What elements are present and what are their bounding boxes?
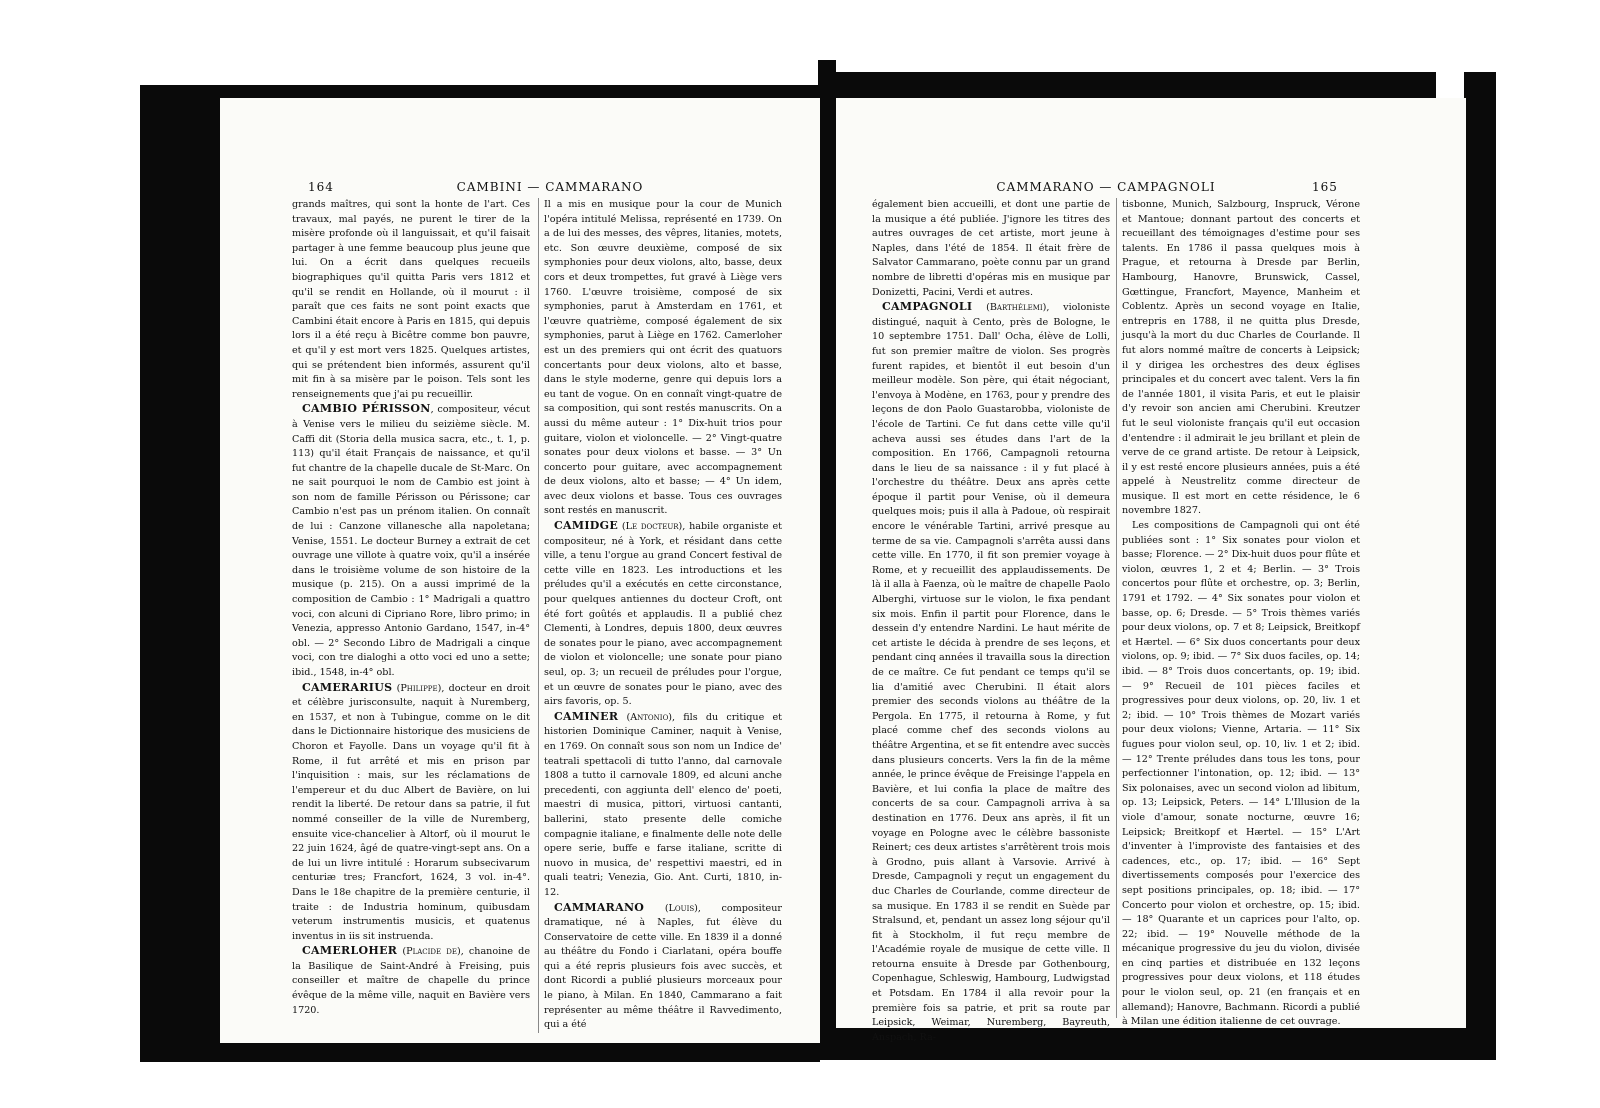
entry-given-name: (Barthélemi) [986,302,1047,314]
right-running-title: CAMMARANO — CAMPAGNOLI [996,180,1216,194]
dictionary-entry [292,944,530,1018]
left-page [220,98,820,1043]
entry-headword: CAMMARANO [554,900,645,914]
entry-body: tisbonne, Munich, Salzbourg, Inspruck, Vérone et Mantoue; donnant partout des concerts et recueillant des témoignages d'estime pour ses talents. En 1786 il passa quelques mois à Prague, et retourna à Dresde par Berlin, Hambourg, Hanovre, Brunswick, Cassel, Gœttingue, Francfort, Mayence, Manheim et Coblentz. Après un second voyage en Italie, entrepris en 1788, il ne quitta plus Dresde, jusqu'à la mort du duc Charles de Courlande. Il fut alors nommé maître de concerts à Leipsick; il y dirigea les orchestres des deux églises principales et du concert avec talent. Vers la fin de l'année 1801, il visita Paris, et eut le plaisir d'y revoir son ancien ami Cherubini. Kreutzer fut le seul violoniste français qu'il eut occasion d'entendre : il admirait le jeu brillant et plein de verve de ce grand artiste. De retour à Leipsick, il y est resté encore plusieurs années, puis a été appelé à Neustrelitz comme directeur de musique. Il est mort en cette résidence, le 6 novembre 1827. [1122,199,1360,517]
dictionary-entry [544,901,782,1033]
entry-body: grands maîtres, qui sont la honte de l'art. Ces travaux, mal payés, ne purent le tirer de la misère profonde où il languissait, et qu'il faisait partager à une femme beaucoup plus jeune que lui. On a écrit dans quelques recueils biographiques qu'il quitta Paris vers 1812 et qu'il se rendit en Hollande, où il mourut : il paraît que ces faits ne sont point exacts que Cambini était encore à Paris en 1815, qui depuis lors il a été reçu à Bicêtre comme bon pauvre, et qu'il y est mort vers 1825. Quelques artistes, qui se prétendent bien informés, assurent qu'il mit fin à sa misère par le poison. Tels sont les renseignements que j'ai pu recueillir. [292,199,530,400]
book-gutter [818,60,836,1060]
dictionary-entry [544,710,782,901]
entry-body: , violoniste distingué, naquit à Cento, près de Bologne, le 10 septembre 1751. Dall' Ocha, élève de Lolli, fut son premier maître de violon. Ses progrès furent rapides, et bientôt il eut besoin d'un meilleur modèle. Son père, qui était négociant, l'envoya à Modène, en 1763, pour y prendre des leçons de don Paolo Guastarobba, violoniste de l'école de Tartini. Ce fut dans cette ville qu'il acheva aussi ses études dans l'art de la composition. En 1766, Campagnoli retourna dans le lieu de sa naissance : il y fut placé à l'orchestre du théâtre. Deux ans après cette époque il partit pour Venise, où il demeura quelques mois; puis il alla à Padoue, où respirait encore le vénérable Tartini, arrivé presque au terme de sa vie. Campagnoli s'arrêta aussi dans cette ville. En 1770, il fit son premier voyage à Rome, et y recueillit des applaudissements. De là il alla à Faenza, où le maître de chapelle Paolo Alberghi, virtuose sur le violon, le fixa pendant six mois. Enfin il partit pour Florence, dans le dessein d'y entendre Nardini. Le haut mérite de cet artiste le décida à prendre de ses leçons, et pendant cinq années il travailla sous la direction de ce maître. Ce fut pendant ce temps qu'il se lia d'amitié avec Cherubini. Il était alors premier des seconds violons au théâtre de la Pergola. En 1775, il retourna à Rome, y fut placé comme chef des seconds violons au théâtre Argentina, et se fit entendre avec succès dans plusieurs concerts. Vers la fin de la même année, le prince évêque de Freisinge l'appela en Bavière, et lui confia la place de maître des concerts de sa cour. Campagnoli arriva à sa destination en 1776. Deux ans après, il fit un voyage en Pologne avec le célèbre bassoniste Reinert; ces deux artistes s'arrêtèrent trois mois à Grodno, puis allant à Varsovie. Arrivé à Dresde, Campagnoli y reçut un engagement du duc Charles de Courlande, comme directeur de sa musique. En 1783 il se rendit en Suède par Stralsund, et, pendant un assez long séjour qu'il fit à Stockholm, il fut reçu membre de l'Académie royale de musique de cette ville. Il retourna ensuite à Dresde par Gothenbourg, Copenhague, Schleswig, Hambourg, Ludwigstad et Potsdam. En 1784 il alla revoir pour la première fois sa patrie, et prit sa route par Leipsick, Weimar, Nuremberg, Bayreuth, Anspach, Ra- [872,302,1110,1043]
right-column-divider [1116,198,1117,1018]
right-column-2 [1122,198,1360,1030]
entry-body: , habile organiste et compositeur, né à York, et résidant dans cette ville, a tenu l'orgue au grand Concert festival de cette ville en 1823. Les introductions et les préludes qu'il a exécutés en cette circonstance, pour quelques antiennes du docteur Croft, ont été fort goûtés et applaudis. Il a publié chez Clementi, à Londres, depuis 1800, deux œuvres de sonates pour le piano, avec accompagnement de violon et violoncelle; une sonate pour piano seul, op. 3; un recueil de préludes pour l'orgue, et un œuvre de sonates pour le piano, avec des airs favoris, op. 5. [544,521,782,708]
entry-body: , compositeur dramatique, né à Naples, fut élève du Conservatoire de cette ville. En 1839 il a donné au théâtre du Fondo i Ciarlatani, opéra bouffe qui a été repris plusieurs fois avec succès, et dont Ricordi a publié plusieurs morceaux pour le piano, à Milan. En 1840, Cammarano a fait représenter au même théâtre il Ravvedimento, qui a été [544,902,782,1031]
entry-given-name: (Louis) [664,902,698,914]
entry-continuation [1122,198,1360,519]
entry-headword: CAMINER [554,709,619,723]
entry-headword: CAMERLOHER [302,944,398,958]
right-column-1 [872,198,1110,1045]
entry-continuation [292,198,530,402]
left-running-title: CAMBINI — CAMMARANO [456,180,644,194]
scan-border-bottom-left [140,1040,820,1062]
right-page-number: 165 [1312,180,1338,194]
entry-body: , compositeur, vécut à Venise vers le milieu du seizième siècle. M. Caffi dit (Storia della musica sacra, etc., t. 1, p. 113) qu'il était Français de naissance, et qu'il fut chantre de la chapelle ducale de St-Marc. On ne sait pourquoi le nom de Cambio est joint à son nom de famille Périsson ou Périssone; car Cambio n'est pas un prénom italien. On connaît de lui : Canzone villanesche alla napoletana; Venise, 1551. Le docteur Burney a extrait de cet ouvrage une villote à quatre voix, qu'il a insérée dans le troisième volume de son histoire de la musique (p. 215). On a aussi imprimé de la composition de Cambio : 1° Madrigali a quattro voci, con alcuni di Cipriano Rore, libro primo; in Venezia, appresso Antonio Gardano, 1547, in-4° obl. — 2° Secondo Libro de Madrigali a cinque voci, con tre dialoghi a otto voci ed uno a sette; ibid., 1548, in-4° obl. [292,404,531,678]
left-page-number: 164 [308,180,334,194]
left-running-head [220,180,820,198]
entry-headword: CAMERARIUS [302,680,393,694]
entry-body: , fils du critique et historien Dominique Caminer, naquit à Venise, en 1769. On connaît sous son nom un Indice de' teatrali spettacoli di tutto l'anno, dal carnovale 1808 a tutto il carnovale 1809, ed alcuni anche precedenti, con aggiunta dell' elenco de' poeti, maestri di musica, pittori, virtuosi cantanti, ballerini, stato presente delle comiche compagnie italiane, e finalmente delle note delle opere serie, buffe e farse italiane, scritte di nuovo in musica, de' respettivi maestri, ed in quali teatri; Venezia, Gio. Ant. Curti, 1810, in-12. [544,711,782,898]
right-running-head [836,180,1466,198]
dictionary-entry [292,681,530,945]
entry-continuation [872,198,1110,300]
entry-continuation [544,198,782,519]
scan-border-right [1464,72,1496,1052]
entry-body: Il a mis en musique pour la cour de Munich l'opéra intitulé Melissa, représenté en 1739. On a de lui des messes, des vêpres, litanies, motets, etc. Son œuvre deuxième, composé de six symphonies pour deux violons, alto, basse, deux cors et deux trompettes, fut gravé à Liège vers 1760. L'œuvre troisième, composé de six symphonies, parut à Amsterdam en 1761, et l'œuvre quatrième, composé également de six symphonies, parut à Liège en 1762. Camerloher est un des premiers qui ont écrit des quatuors concertants pour deux violons, alto et basse, dans le style moderne, genre qui depuis lors a eu tant de vogue. On en connaît vingt-quatre de sa composition, qui sont restés manuscrits. On a aussi du même auteur : 1° Dix-huit trios pour guitare, violon et violoncelle. — 2° Vingt-quatre sonates pour deux violons et basse. — 3° Un concerto pour guitare, avec accompagnement de deux violons, alto et basse; — 4° Un idem, avec deux violons et basse. Tous ces ouvrages sont restés en manuscrit. [544,199,782,517]
left-column-1 [292,198,530,1018]
entry-headword: CAMPAGNOLI [882,300,973,314]
dictionary-entry [872,300,1110,1045]
left-column-2 [544,198,782,1033]
scan-border-top-right [836,72,1436,100]
entry-body: également bien accueilli, et dont une partie de la musique a été publiée. J'ignore les titres des autres ouvrages de cet artiste, mort jeune à Naples, dans l'été de 1854. Il était frère de Salvator Cammarano, poète connu par un grand nombre de libretti d'opéras mis en musique par Donizetti, Pacini, Verdi et autres. [872,199,1110,298]
entry-given-name: (Placide de) [402,946,461,958]
dictionary-entry [292,402,530,680]
entry-given-name: (Philippe) [396,682,442,694]
entry-body: , docteur en droit et célèbre jurisconsulte, naquit à Nuremberg, en 1537, et non à Tubingue, comme on le dit dans le Dictionnaire historique des musiciens de Choron et Fayolle. Dans un voyage qu'il fit à Rome, il fut arrêté et mis en prison par l'inquisition : mais, sur les réclamations de l'empereur et du duc Albert de Bavière, on lui rendit la liberté. De retour dans sa patrie, il fut nommé conseiller de la ville de Nuremberg, ensuite vice-chancelier à Altorf, où il mourut le 22 juin 1624, âgé de quatre-vingt-sept ans. On a de lui un livre intitulé : Horarum subsecivarum centuriæ tres; Francfort, 1624, 3 vol. in-4°. Dans le 18e chapitre de la première centurie, il traite : de Industria hominum, quibusdam veterum instrumentis musicis, et quatenus inventus in iis sit instruenda. [292,682,530,942]
left-column-divider [538,198,539,1033]
entry-headword: CAMBIO PÉRISSON [302,402,431,416]
entry-body: , chanoine de la Basilique de Saint-André à Freising, puis conseiller et maître de chapelle du prince évêque de la même ville, naquit en Bavière vers 1720. [292,946,530,1016]
entry-continuation [1122,519,1360,1030]
scan-border-left [140,95,222,1050]
right-page [836,98,1466,1043]
entry-given-name: (Antonio) [626,711,673,723]
entry-body: Les compositions de Campagnoli qui ont été publiées sont : 1° Six sonates pour violon et basse; Florence. — 2° Dix-huit duos pour flûte et violon, œuvres 1, 2 et 4; Berlin. — 3° Trois concertos pour flûte et orchestre, op. 3; Berlin, 1791 et 1792. — 4° Six sonates pour violon et basse, op. 6; Dresde. — 5° Trois thèmes variés pour deux violons, op. 7 et 8; Leipsick, Breitkopf et Hærtel. — 6° Six duos concertants pour deux violons, op. 9; ibid. — 7° Six duos faciles, op. 14; ibid. — 8° Trois duos concertants, op. 19; ibid. — 9° Recueil de 101 pièces faciles et progressives pour deux violons, op. 20, liv. 1 et 2; ibid. — 10° Trois thèmes de Mozart variés pour deux violons; Vienne, Artaria. — 11° Six fugues pour violon seul, op. 10, liv. 1 et 2; ibid. — 12° Trente préludes dans tous les tons, pour perfectionner l'intonation, op. 12; ibid. — 13° Six polonaises, avec un second violon ad libitum, op. 13; Leipsick, Peters. — 14° L'Illusion de la viole d'amour, sonate nocturne, œuvre 16; Leipsick; Breitkopf et Hærtel. — 15° L'Art d'inventer à l'improviste des fantaisies et des cadences, etc., op. 17; ibid. — 16° Sept divertissements composés pour l'exercice des sept positions principales, op. 18; ibid. — 17° Concerto pour violon et orchestre, op. 15; ibid. — 18° Quarante et un caprices pour l'alto, op. 22; ibid. — 19° Nouvelle méthode de la mécanique progressive du jeu du violon, divisée en cinq parties et distribuée en 132 leçons progressives pour deux violons, et 118 études pour le violon seul, op. 21 (en français et en allemand); Hanovre, Bachmann. Ricordi a publié à Milan une édition italienne de cet ouvrage. [1122,520,1360,1028]
entry-headword: CAMIDGE [554,519,619,533]
dictionary-entry [544,519,782,710]
entry-given-name: (Le docteur) [621,521,683,533]
